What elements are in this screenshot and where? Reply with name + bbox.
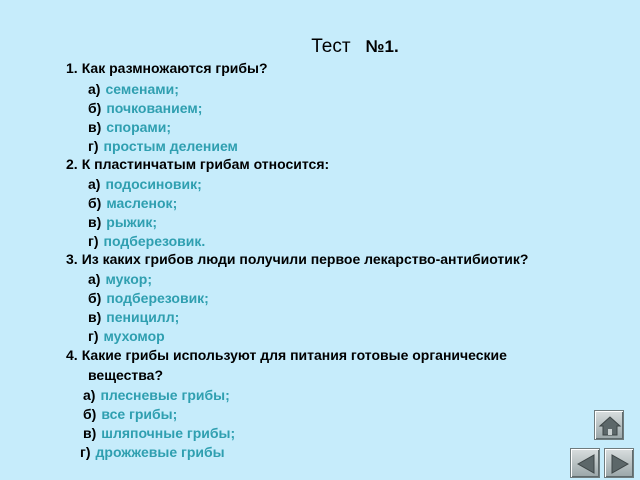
option-letter: в)	[88, 214, 102, 230]
option-4c[interactable]	[83, 424, 235, 443]
option-answer: пеницилл;	[106, 309, 180, 325]
option-3b[interactable]	[88, 289, 209, 308]
option-letter: а)	[88, 176, 101, 192]
question-text: К пластинчатым грибам относится:	[81, 156, 330, 172]
option-answer: масленок;	[106, 195, 178, 211]
option-3c[interactable]	[88, 308, 179, 327]
option-answer: мукор;	[105, 271, 152, 287]
question-4	[66, 346, 507, 365]
question-number: 4.	[66, 347, 78, 363]
option-letter: б)	[88, 290, 102, 306]
option-answer: шляпочные грибы;	[101, 425, 236, 441]
question-number: 3.	[66, 251, 78, 267]
option-letter: в)	[83, 425, 97, 441]
option-answer: простым делением	[103, 138, 238, 154]
option-letter: а)	[88, 271, 101, 287]
option-letter: б)	[83, 406, 97, 422]
option-letter: г)	[80, 444, 91, 460]
option-letter: г)	[88, 233, 99, 249]
option-letter: а)	[83, 387, 96, 403]
option-answer: подосиновик;	[105, 176, 202, 192]
option-answer: все грибы;	[101, 406, 178, 422]
option-answer: семенами;	[105, 81, 179, 97]
home-icon	[595, 411, 625, 441]
option-2a[interactable]	[88, 175, 202, 194]
question-text: Какие грибы используют для питания готовые органические	[81, 347, 507, 363]
option-answer: спорами;	[106, 119, 172, 135]
option-answer: рыжик;	[106, 214, 157, 230]
option-4b[interactable]	[83, 405, 177, 424]
option-1d[interactable]	[88, 137, 238, 156]
option-letter: б)	[88, 100, 102, 116]
question-3	[66, 250, 528, 269]
option-1b[interactable]	[88, 99, 202, 118]
question-text-continuation: вещества?	[88, 367, 164, 383]
option-letter: а)	[88, 81, 101, 97]
question-number: 2.	[66, 156, 78, 172]
question-1	[66, 59, 268, 78]
next-slide-button[interactable]	[604, 448, 634, 478]
option-3a[interactable]	[88, 270, 152, 289]
arrow-right-icon	[605, 449, 635, 479]
option-answer: дрожжевые грибы	[95, 444, 225, 460]
option-answer: плесневые грибы;	[100, 387, 230, 403]
option-answer: почкованием;	[106, 100, 203, 116]
option-4d[interactable]	[80, 443, 225, 462]
arrow-left-icon	[571, 449, 601, 479]
option-letter: г)	[88, 328, 99, 344]
question-text: Из каких грибов люди получили первое лекарство-антибиотик?	[81, 251, 529, 267]
option-1c[interactable]	[88, 118, 171, 137]
option-2d[interactable]	[88, 232, 205, 251]
option-answer: подберезовик;	[106, 290, 209, 306]
option-1a[interactable]	[88, 80, 179, 99]
option-letter: в)	[88, 309, 102, 325]
option-2b[interactable]	[88, 194, 177, 213]
option-letter: б)	[88, 195, 102, 211]
option-letter: в)	[88, 119, 102, 135]
page-title	[0, 36, 640, 58]
home-button[interactable]	[594, 410, 624, 440]
title-word: Тест	[311, 36, 351, 57]
option-3d[interactable]	[88, 327, 165, 346]
option-letter: г)	[88, 138, 99, 154]
question-number: 1.	[66, 60, 78, 76]
title-number: №1.	[365, 37, 399, 56]
question-2	[66, 155, 329, 174]
option-4a[interactable]	[83, 386, 230, 405]
option-answer: подберезовик.	[103, 233, 206, 249]
option-2c[interactable]	[88, 213, 157, 232]
question-text: Как размножаются грибы?	[81, 60, 268, 76]
option-answer: мухомор	[103, 328, 165, 344]
prev-slide-button[interactable]	[570, 448, 600, 478]
